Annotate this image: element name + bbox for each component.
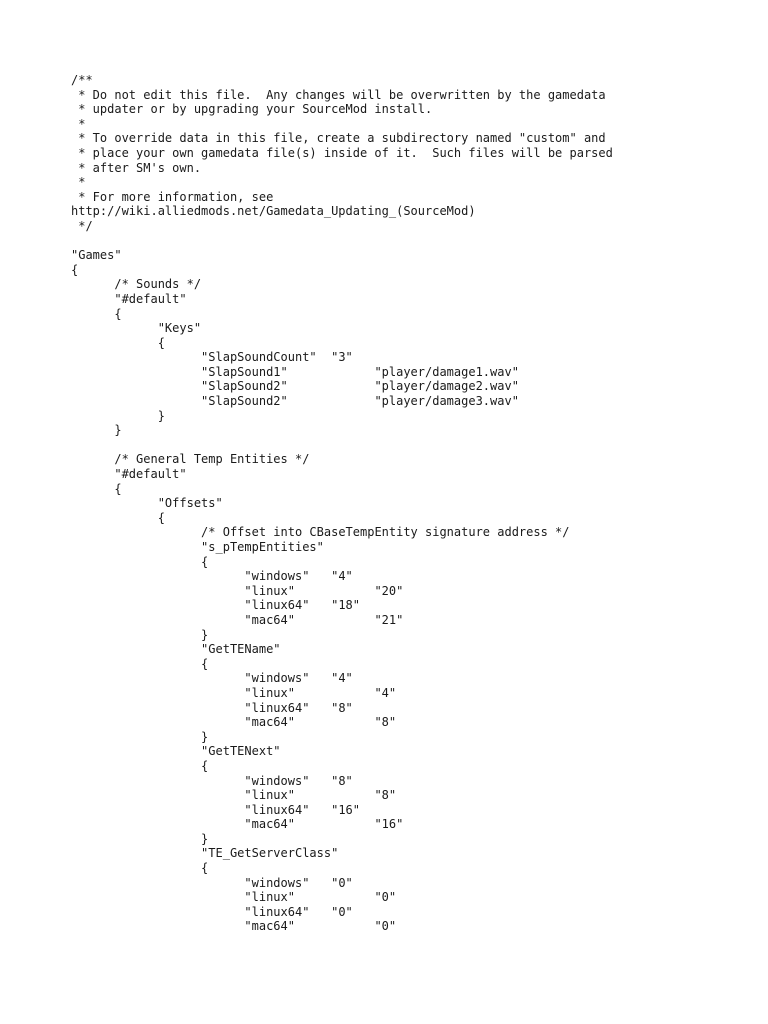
code-line: "mac64" "0": [71, 919, 397, 934]
code-line: {: [71, 481, 122, 496]
code-line: /* Offset into CBaseTempEntity signature address */: [71, 525, 570, 540]
gamedata-file-text: [71, 73, 613, 934]
code-line: "Games": [71, 248, 122, 263]
code-line: "Keys": [71, 321, 202, 336]
code-line: "SlapSound2" "player/damage3.wav": [71, 394, 519, 409]
code-line: "linux" "4": [71, 685, 397, 700]
code-line: /* General Temp Entities */: [71, 452, 310, 467]
code-line: "mac64" "8": [71, 715, 397, 730]
code-line: }: [71, 408, 165, 423]
code-line: /* Sounds */: [71, 277, 202, 292]
code-line: "windows" "4": [71, 671, 353, 686]
code-line: "mac64" "16": [71, 817, 404, 832]
code-line: /**: [71, 73, 93, 87]
code-line: }: [71, 729, 209, 744]
code-line: "windows" "8": [71, 773, 353, 788]
code-line: * To override data in this file, create a subdirectory named "custom" and: [71, 131, 606, 146]
code-line: {: [71, 262, 79, 277]
code-line: "#default": [71, 467, 187, 482]
code-line: "windows" "4": [71, 569, 353, 584]
code-line: */: [71, 218, 93, 233]
code-line: "SlapSoundCount" "3": [71, 350, 353, 365]
code-line: {: [71, 335, 165, 350]
code-line: "Offsets": [71, 496, 223, 511]
code-line: {: [71, 758, 209, 773]
code-line: * For more information, see: [71, 189, 274, 204]
code-line: "s_pTempEntities": [71, 540, 324, 554]
code-line: "GetTENext": [71, 744, 281, 759]
code-line: * after SM's own.: [71, 160, 202, 175]
code-line: "linux64" "18": [71, 598, 360, 613]
code-line: {: [71, 306, 122, 321]
code-line: "linux64" "8": [71, 700, 353, 715]
code-line: *: [71, 175, 86, 190]
code-line: }: [71, 423, 122, 438]
code-line: "#default": [71, 291, 187, 306]
code-line: * updater or by upgrading your SourceMod install.: [71, 102, 433, 117]
code-line: "windows" "0": [71, 875, 353, 890]
code-line: }: [71, 627, 209, 642]
code-line: * Do not edit this file. Any changes will be overwritten by the gamedata: [71, 87, 606, 102]
code-line: [71, 234, 613, 249]
code-line: "linux" "0": [71, 890, 397, 905]
code-line: }: [71, 831, 209, 846]
code-line: http://wiki.alliedmods.net/Gamedata_Updating_(SourceMod): [71, 204, 476, 219]
code-line: {: [71, 554, 209, 569]
code-line: "linux64" "16": [71, 802, 360, 817]
code-line: {: [71, 861, 209, 876]
code-line: * place your own gamedata file(s) inside of it. Such files will be parsed: [71, 145, 613, 160]
code-line: "SlapSound1" "player/damage1.wav": [71, 364, 519, 379]
code-line: "mac64" "21": [71, 612, 404, 627]
code-line: {: [71, 510, 165, 525]
code-line: "TE_GetServerClass": [71, 846, 339, 861]
code-line: "linux64" "0": [71, 904, 353, 919]
code-line: {: [71, 656, 209, 671]
code-line: "SlapSound2" "player/damage2.wav": [71, 379, 519, 394]
code-line: "linux" "8": [71, 788, 397, 803]
code-line: "linux" "20": [71, 583, 404, 598]
code-line: [71, 438, 613, 453]
code-line: *: [71, 116, 86, 131]
code-line: "GetTEName": [71, 642, 281, 657]
